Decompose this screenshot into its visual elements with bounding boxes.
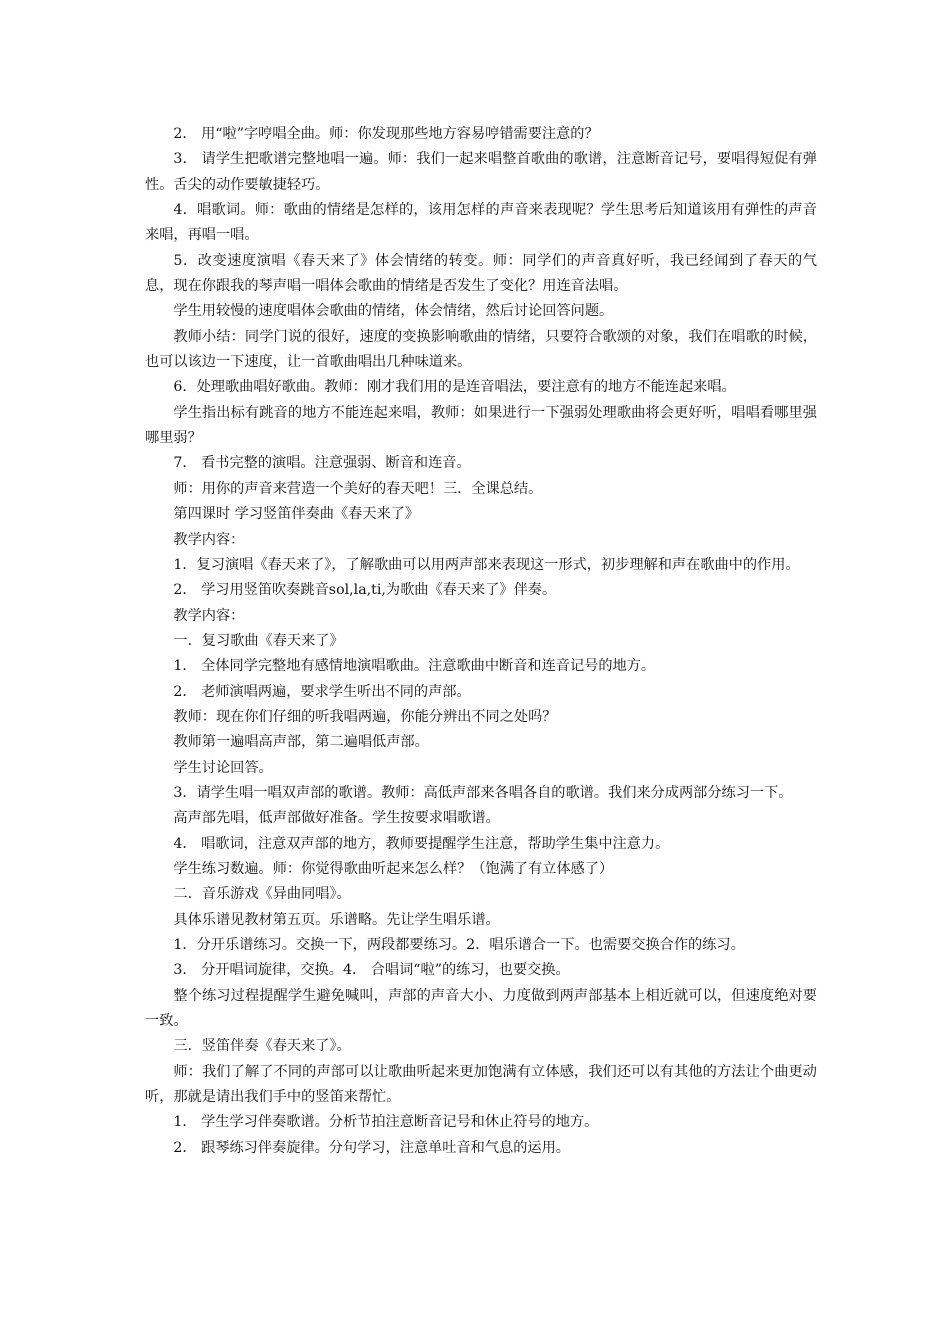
paragraph-5: 学生用较慢的速度唱体会歌曲的情绪，体会情绪，然后讨论回答问题。 [173,303,614,320]
paragraph-27: 具体乐谱见教材第五页。乐谱略。先让学生唱乐谱。 [173,911,500,928]
paragraph-21: 学生讨论回答。 [173,759,273,776]
paragraph-15: 教学内容： [173,607,245,624]
paragraph-19: 教师：现在你们仔细的听我唱两遍，你能分辨出不同之处吗？ [173,708,557,725]
section-heading-2: 二．音乐游戏《异曲同唱》。 [173,886,351,903]
section-heading-3: 三．竖笛伴奏《春天来了》。 [173,1038,351,1055]
paragraph-33: 1． 学生学习伴奏歌谱。分析节拍注意断音记号和休止符号的地方。 [173,1114,599,1131]
paragraph-6: 教师小结：同学门说的很好，速度的变换影响歌曲的情绪，只要符合歌颂的对象，我们在唱歌的时候，也可以该边一下速度，让一首歌曲唱出几种味道来。 [145,328,817,371]
paragraph-24: 4． 唱歌词，注意双声部的地方，教师要提醒学生注意，帮助学生集中注意力。 [173,835,670,852]
paragraph-29: 3． 分开唱词旋律，交换。4． 合唱词“啦”的练习，也要交换。 [173,962,570,979]
paragraph-32: 师：我们了解了不同的声部可以让歌曲听起来更加饱满有立体感，我们还可以有其他的方法让个曲更动听，那就是请出我们手中的竖笛来帮忙。 [145,1063,817,1106]
paragraph-8: 学生指出标有跳音的地方不能连起来唱，教师：如果进行一下强弱处理歌曲将会更好听，唱唱看哪里强哪里弱？ [145,404,817,447]
paragraph-25: 学生练习数遍。师：你觉得歌曲听起来怎么样？（饱满了有立体感了） [173,860,614,877]
paragraph-30: 整个练习过程提醒学生避免喊叫，声部的声音大小、力度做到两声部基本上相近就可以，但速度绝对要一致。 [145,987,817,1030]
paragraph-12: 教学内容： [173,531,245,548]
document-page [145,122,817,1161]
lesson-heading: 第四课时 学习竖笛伴奏曲《春天来了》 [173,506,420,523]
paragraph-22: 3．请学生唱一唱双声部的歌谱。教师：高低声部来各唱各自的歌谱。我们来分成两部分练习一下。 [173,784,793,801]
paragraph-10: 师：用你的声音来营造一个美好的春天吧！三．全课总结。 [173,480,543,497]
paragraph-18: 2． 老师演唱两遍，要求学生听出不同的声部。 [173,683,471,700]
paragraph-13: 1．复习演唱《春天来了》，了解歌曲可以用两声部来表现这一形式，初步理解和声在歌曲中的作用。 [173,556,800,573]
paragraph-17: 1． 全体同学完整地有感情地演唱歌曲。注意歌曲中断音和连音记号的地方。 [173,658,656,675]
paragraph-4: 5．改变速度演唱《春天来了》体会情绪的转变。师：同学们的声音真好听，我已经闻到了春天的气息，现在你跟我的琴声唱一唱体会歌曲的情绪是否发生了变化？用连音法唱。 [145,252,817,295]
paragraph-9: 7． 看书完整的演唱。注意强弱、断音和连音。 [173,455,471,472]
paragraph-3: 4．唱歌词。师：歌曲的情绪是怎样的，该用怎样的声音来表现呢？学生思考后知道该用有弹性的声音来唱，再唱一唱。 [145,202,817,244]
paragraph-1: 2． 用“啦”字哼唱全曲。师：你发现那些地方容易哼错需要注意的？ [173,126,599,142]
paragraph-20: 教师第一遍唱高声部，第二遍唱低声部。 [173,734,429,751]
paragraph-28: 1．分开乐谱练习。交换一下，两段都要练习。2．唱乐谱合一下。也需要交换合作的练习。 [173,937,745,953]
section-heading-1: 一．复习歌曲《春天来了》 [173,632,344,649]
paragraph-23: 高声部先唱，低声部做好准备。学生按要求唱歌谱。 [173,810,500,827]
paragraph-14: 2． 学习用竖笛吹奏跳音sol,la,ti,为歌曲《春天来了》伴奏。 [173,582,557,599]
paragraph-34: 2． 跟琴练习伴奏旋律。分句学习，注意单吐音和气息的运用。 [173,1139,570,1156]
paragraph-7: 6．处理歌曲唱好歌曲。教师：刚才我们用的是连音唱法，要注意有的地方不能连起来唱。 [173,379,736,396]
paragraph-2: 3． 请学生把歌谱完整地唱一遍。师：我们一起来唱整首歌曲的歌谱，注意断音记号，要唱得短促有弹性。舌尖的动作要敏捷轻巧。 [145,151,817,193]
